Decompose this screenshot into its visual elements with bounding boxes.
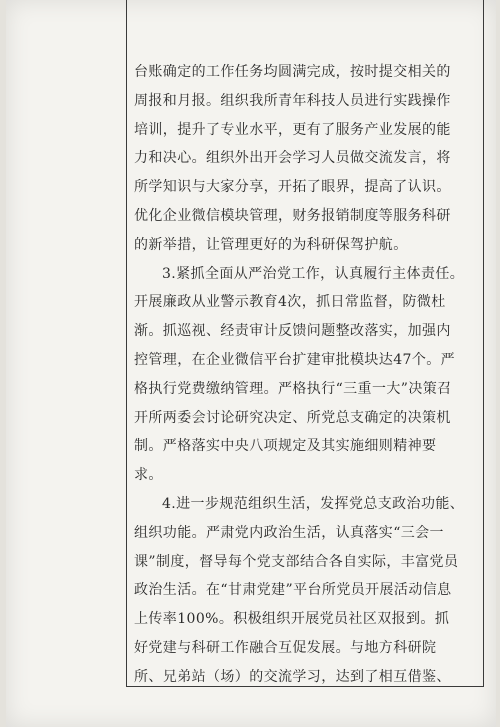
text-line: 求。	[134, 467, 163, 484]
text-line: 格执行党费缴纳管理。严格执行“三重一大”决策召	[134, 380, 452, 397]
text-line: 开所两委会讨论研究决定、所党总支确定的决策机	[134, 409, 451, 426]
text-line: 的新举措，让管理更好的为科研保驾护航。	[134, 236, 408, 253]
text-line: 培训，提升了专业水平，更有了服务产业发展的能	[134, 121, 451, 138]
text-line: 4.进一步规范组织生活，发挥党总支政治功能、	[162, 495, 465, 512]
text-line: 开展廉政从业警示教育4次，抓日常监督，防微杜	[134, 294, 446, 311]
text-line: 周报和月报。组织我所青年科技人员进行实践操作	[134, 92, 451, 109]
text-line: 控管理，在企业微信平台扩建审批模块达47个。严	[134, 351, 456, 368]
text-line: 制。严格落实中央八项规定及其实施细则精神要	[134, 438, 437, 455]
text-line: 组织功能。严肃党内政治生活，认真落实“三会一	[134, 524, 444, 541]
text-line: 优化企业微信模块管理，财务报销制度等服务科研	[134, 207, 451, 224]
text-line: 所学知识与大家分享，开拓了眼界，提高了认识。	[134, 179, 451, 196]
text-line: 3.紧抓全面从严治党工作，认真履行主体责任。	[162, 265, 465, 282]
text-line: 台账确定的工作任务均圆满完成，按时提交相关的	[134, 64, 451, 80]
text-line: 力和决心。组织外出开会学习人员做交流发言，将	[134, 150, 451, 167]
text-line: 渐。抓巡视、经责审计反馈问题整改落实，加强内	[134, 323, 451, 340]
text-line: 课”制度，督导每个党支部结合各自实际，丰富党员	[134, 553, 459, 570]
text-line: 上传率100%。积极组织开展党员社区双报到。抓	[134, 611, 450, 628]
report-text-block	[134, 58, 479, 692]
text-line: 所、兄弟站（场）的交流学习，达到了相互借鉴、	[134, 668, 451, 685]
text-line: 政治生活。在“甘肃党建”平台所党员开展活动信息	[134, 582, 452, 599]
text-line: 好党建与科研工作融合互促发展。与地方科研院	[134, 639, 437, 656]
